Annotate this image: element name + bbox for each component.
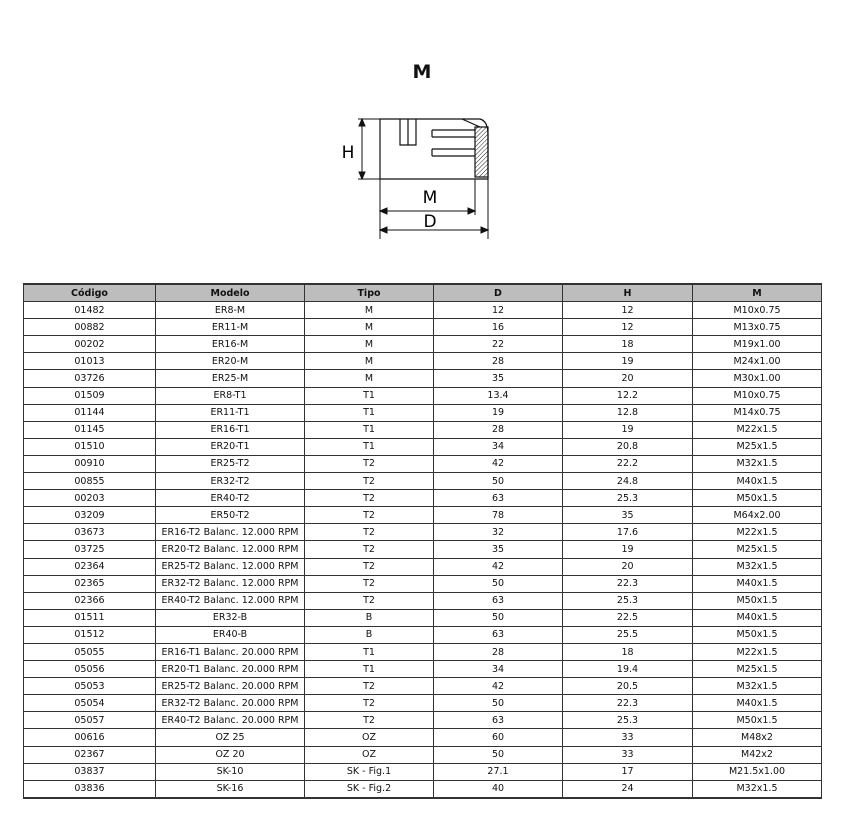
- table-row: [24, 524, 822, 541]
- cell-h: 25.3: [563, 592, 693, 609]
- cell-codigo: 03673: [24, 524, 156, 541]
- cell-m: M40x1.5: [693, 473, 822, 490]
- table-row: [24, 473, 822, 490]
- cell-d: 42: [434, 678, 563, 695]
- cell-tipo: T1: [305, 438, 434, 455]
- cell-modelo: SK-16: [156, 780, 305, 798]
- cell-m: M50x1.5: [693, 592, 822, 609]
- cell-m: M10x0.75: [693, 387, 822, 404]
- cell-modelo: ER8-M: [156, 302, 305, 319]
- table-row: [24, 695, 822, 712]
- cell-m: M14x0.75: [693, 404, 822, 421]
- cell-modelo: ER16-M: [156, 336, 305, 353]
- cell-d: 27.1: [434, 763, 563, 780]
- cell-m: M25x1.5: [693, 438, 822, 455]
- cell-h: 24.8: [563, 473, 693, 490]
- cell-h: 24: [563, 780, 693, 798]
- cell-tipo: T2: [305, 541, 434, 558]
- cell-h: 17.6: [563, 524, 693, 541]
- cell-tipo: T2: [305, 695, 434, 712]
- m-label: M: [422, 188, 438, 208]
- cell-h: 18: [563, 643, 693, 660]
- cell-codigo: 01482: [24, 302, 156, 319]
- table-row: [24, 404, 822, 421]
- table-body: [24, 302, 822, 798]
- cell-modelo: ER16-T2 Balanc. 12.000 RPM: [156, 524, 305, 541]
- cell-modelo: ER20-M: [156, 353, 305, 370]
- cell-d: 28: [434, 421, 563, 438]
- cell-d: 13.4: [434, 387, 563, 404]
- column-header-codigo: Código: [24, 284, 156, 302]
- table-row: [24, 661, 822, 678]
- cell-d: 78: [434, 507, 563, 524]
- cell-h: 17: [563, 763, 693, 780]
- cell-tipo: B: [305, 626, 434, 643]
- cell-tipo: T2: [305, 507, 434, 524]
- cell-d: 63: [434, 712, 563, 729]
- table-row: [24, 319, 822, 336]
- cell-modelo: SK-10: [156, 763, 305, 780]
- cell-codigo: 03209: [24, 507, 156, 524]
- cell-codigo: 01512: [24, 626, 156, 643]
- table-row: [24, 558, 822, 575]
- cell-codigo: 02365: [24, 575, 156, 592]
- column-header-d: D: [434, 284, 563, 302]
- cell-h: 12.8: [563, 404, 693, 421]
- cell-tipo: M: [305, 353, 434, 370]
- cell-h: 20: [563, 558, 693, 575]
- column-header-h: H: [563, 284, 693, 302]
- cell-modelo: ER16-T1: [156, 421, 305, 438]
- cell-h: 22.3: [563, 695, 693, 712]
- table-row: [24, 387, 822, 404]
- cell-modelo: ER50-T2: [156, 507, 305, 524]
- cell-h: 22.3: [563, 575, 693, 592]
- column-header-tipo: Tipo: [305, 284, 434, 302]
- cell-tipo: SK - Fig.2: [305, 780, 434, 798]
- table-row: [24, 609, 822, 626]
- cell-modelo: ER25-T2 Balanc. 20.000 RPM: [156, 678, 305, 695]
- cell-m: M21.5x1.00: [693, 763, 822, 780]
- table-row: [24, 490, 822, 507]
- cell-h: 20.8: [563, 438, 693, 455]
- cell-modelo: ER25-M: [156, 370, 305, 387]
- cell-d: 50: [434, 575, 563, 592]
- table-row: [24, 575, 822, 592]
- cell-d: 35: [434, 541, 563, 558]
- cell-modelo: ER11-T1: [156, 404, 305, 421]
- cell-tipo: T2: [305, 455, 434, 472]
- cell-tipo: T2: [305, 678, 434, 695]
- cell-codigo: 00616: [24, 729, 156, 746]
- cell-modelo: OZ 20: [156, 746, 305, 763]
- cell-m: M50x1.5: [693, 490, 822, 507]
- table-row: [24, 455, 822, 472]
- cell-h: 33: [563, 746, 693, 763]
- cell-h: 12.2: [563, 387, 693, 404]
- table-row: [24, 438, 822, 455]
- table-row: [24, 507, 822, 524]
- cell-m: M40x1.5: [693, 575, 822, 592]
- cell-m: M22x1.5: [693, 421, 822, 438]
- cell-d: 16: [434, 319, 563, 336]
- table-row: [24, 370, 822, 387]
- cell-d: 50: [434, 609, 563, 626]
- cell-modelo: ER40-T2 Balanc. 20.000 RPM: [156, 712, 305, 729]
- cell-codigo: 05057: [24, 712, 156, 729]
- cell-d: 22: [434, 336, 563, 353]
- cell-codigo: 00910: [24, 455, 156, 472]
- cell-d: 63: [434, 626, 563, 643]
- cell-modelo: ER32-T2: [156, 473, 305, 490]
- cell-m: M13x0.75: [693, 319, 822, 336]
- table-row: [24, 336, 822, 353]
- cell-tipo: OZ: [305, 729, 434, 746]
- cell-tipo: M: [305, 302, 434, 319]
- cell-modelo: ER32-T2 Balanc. 20.000 RPM: [156, 695, 305, 712]
- cell-d: 28: [434, 643, 563, 660]
- cell-tipo: B: [305, 609, 434, 626]
- cell-tipo: T1: [305, 421, 434, 438]
- cell-h: 19.4: [563, 661, 693, 678]
- table-row: [24, 678, 822, 695]
- cell-modelo: ER16-T1 Balanc. 20.000 RPM: [156, 643, 305, 660]
- cell-d: 42: [434, 455, 563, 472]
- cell-codigo: 03726: [24, 370, 156, 387]
- nut-dimension-diagram: [330, 105, 500, 240]
- table-row: [24, 592, 822, 609]
- cell-m: M32x1.5: [693, 780, 822, 798]
- cell-tipo: T2: [305, 473, 434, 490]
- cell-codigo: 01013: [24, 353, 156, 370]
- cell-tipo: T1: [305, 661, 434, 678]
- cell-tipo: T2: [305, 558, 434, 575]
- cell-tipo: OZ: [305, 746, 434, 763]
- cell-modelo: ER25-T2 Balanc. 12.000 RPM: [156, 558, 305, 575]
- cell-tipo: T2: [305, 490, 434, 507]
- cell-tipo: SK - Fig.1: [305, 763, 434, 780]
- cell-modelo: OZ 25: [156, 729, 305, 746]
- cell-m: M40x1.5: [693, 695, 822, 712]
- cell-codigo: 02366: [24, 592, 156, 609]
- column-header-m: M: [693, 284, 822, 302]
- cell-h: 20: [563, 370, 693, 387]
- table-row: [24, 712, 822, 729]
- spec-table: [23, 283, 822, 799]
- cell-tipo: T2: [305, 712, 434, 729]
- cell-d: 63: [434, 490, 563, 507]
- cell-h: 19: [563, 421, 693, 438]
- cell-codigo: 03725: [24, 541, 156, 558]
- cell-codigo: 05054: [24, 695, 156, 712]
- cell-modelo: ER20-T1 Balanc. 20.000 RPM: [156, 661, 305, 678]
- cell-modelo: ER40-B: [156, 626, 305, 643]
- cell-tipo: T1: [305, 643, 434, 660]
- cell-h: 20.5: [563, 678, 693, 695]
- table-row: [24, 302, 822, 319]
- cell-codigo: 02364: [24, 558, 156, 575]
- cell-modelo: ER32-T2 Balanc. 12.000 RPM: [156, 575, 305, 592]
- cell-h: 22.2: [563, 455, 693, 472]
- cell-d: 50: [434, 473, 563, 490]
- cell-h: 12: [563, 319, 693, 336]
- cell-tipo: M: [305, 336, 434, 353]
- cell-d: 50: [434, 695, 563, 712]
- cell-d: 50: [434, 746, 563, 763]
- cell-codigo: 00882: [24, 319, 156, 336]
- cell-modelo: ER20-T2 Balanc. 12.000 RPM: [156, 541, 305, 558]
- table-row: [24, 353, 822, 370]
- table-row: [24, 780, 822, 798]
- cell-modelo: ER25-T2: [156, 455, 305, 472]
- cell-d: 34: [434, 438, 563, 455]
- cell-codigo: 01144: [24, 404, 156, 421]
- table-row: [24, 541, 822, 558]
- cell-d: 40: [434, 780, 563, 798]
- cell-codigo: 00203: [24, 490, 156, 507]
- cell-m: M22x1.5: [693, 524, 822, 541]
- cell-tipo: T2: [305, 575, 434, 592]
- cell-modelo: ER8-T1: [156, 387, 305, 404]
- cell-d: 28: [434, 353, 563, 370]
- cell-modelo: ER32-B: [156, 609, 305, 626]
- cell-h: 12: [563, 302, 693, 319]
- cell-h: 25.5: [563, 626, 693, 643]
- cell-d: 63: [434, 592, 563, 609]
- cell-modelo: ER20-T1: [156, 438, 305, 455]
- cell-modelo: ER11-M: [156, 319, 305, 336]
- header-row: [24, 284, 822, 302]
- cell-d: 42: [434, 558, 563, 575]
- cell-codigo: 03836: [24, 780, 156, 798]
- cell-h: 19: [563, 353, 693, 370]
- cell-tipo: T2: [305, 592, 434, 609]
- cell-modelo: ER40-T2 Balanc. 12.000 RPM: [156, 592, 305, 609]
- table-row: [24, 729, 822, 746]
- cell-m: M22x1.5: [693, 643, 822, 660]
- cell-codigo: 01145: [24, 421, 156, 438]
- cell-m: M25x1.5: [693, 661, 822, 678]
- h-dimension: [358, 119, 380, 179]
- cell-m: M64x2.00: [693, 507, 822, 524]
- cell-d: 35: [434, 370, 563, 387]
- cell-codigo: 01509: [24, 387, 156, 404]
- h-label: H: [341, 143, 355, 163]
- cell-tipo: M: [305, 370, 434, 387]
- cell-m: M48x2: [693, 729, 822, 746]
- cell-tipo: T1: [305, 404, 434, 421]
- cell-tipo: T2: [305, 524, 434, 541]
- cell-modelo: ER40-T2: [156, 490, 305, 507]
- cell-m: M32x1.5: [693, 455, 822, 472]
- cell-d: 60: [434, 729, 563, 746]
- table-row: [24, 763, 822, 780]
- cell-m: M32x1.5: [693, 678, 822, 695]
- cell-h: 25.3: [563, 712, 693, 729]
- nut-drawing: [380, 119, 488, 179]
- cell-h: 25.3: [563, 490, 693, 507]
- cell-codigo: 02367: [24, 746, 156, 763]
- cell-codigo: 05053: [24, 678, 156, 695]
- cell-m: M19x1.00: [693, 336, 822, 353]
- cell-d: 32: [434, 524, 563, 541]
- cell-tipo: T1: [305, 387, 434, 404]
- cell-d: 12: [434, 302, 563, 319]
- cell-m: M40x1.5: [693, 609, 822, 626]
- table-row: [24, 626, 822, 643]
- cell-tipo: M: [305, 319, 434, 336]
- cell-codigo: 03837: [24, 763, 156, 780]
- cell-codigo: 00202: [24, 336, 156, 353]
- cell-d: 19: [434, 404, 563, 421]
- cell-codigo: 00855: [24, 473, 156, 490]
- cell-m: M10x0.75: [693, 302, 822, 319]
- cell-codigo: 05056: [24, 661, 156, 678]
- cell-h: 18: [563, 336, 693, 353]
- cell-m: M42x2: [693, 746, 822, 763]
- table-row: [24, 746, 822, 763]
- cell-h: 35: [563, 507, 693, 524]
- cell-d: 34: [434, 661, 563, 678]
- cell-m: M30x1.00: [693, 370, 822, 387]
- page-title: M: [412, 61, 432, 83]
- cell-m: M24x1.00: [693, 353, 822, 370]
- column-header-modelo: Modelo: [156, 284, 305, 302]
- cell-m: M50x1.5: [693, 626, 822, 643]
- cell-codigo: 05055: [24, 643, 156, 660]
- cell-codigo: 01511: [24, 609, 156, 626]
- cell-m: M50x1.5: [693, 712, 822, 729]
- cell-h: 22.5: [563, 609, 693, 626]
- d-label: D: [423, 212, 437, 232]
- table-row: [24, 421, 822, 438]
- cell-h: 19: [563, 541, 693, 558]
- cell-codigo: 01510: [24, 438, 156, 455]
- cell-m: M32x1.5: [693, 558, 822, 575]
- cell-m: M25x1.5: [693, 541, 822, 558]
- table-row: [24, 643, 822, 660]
- cell-h: 33: [563, 729, 693, 746]
